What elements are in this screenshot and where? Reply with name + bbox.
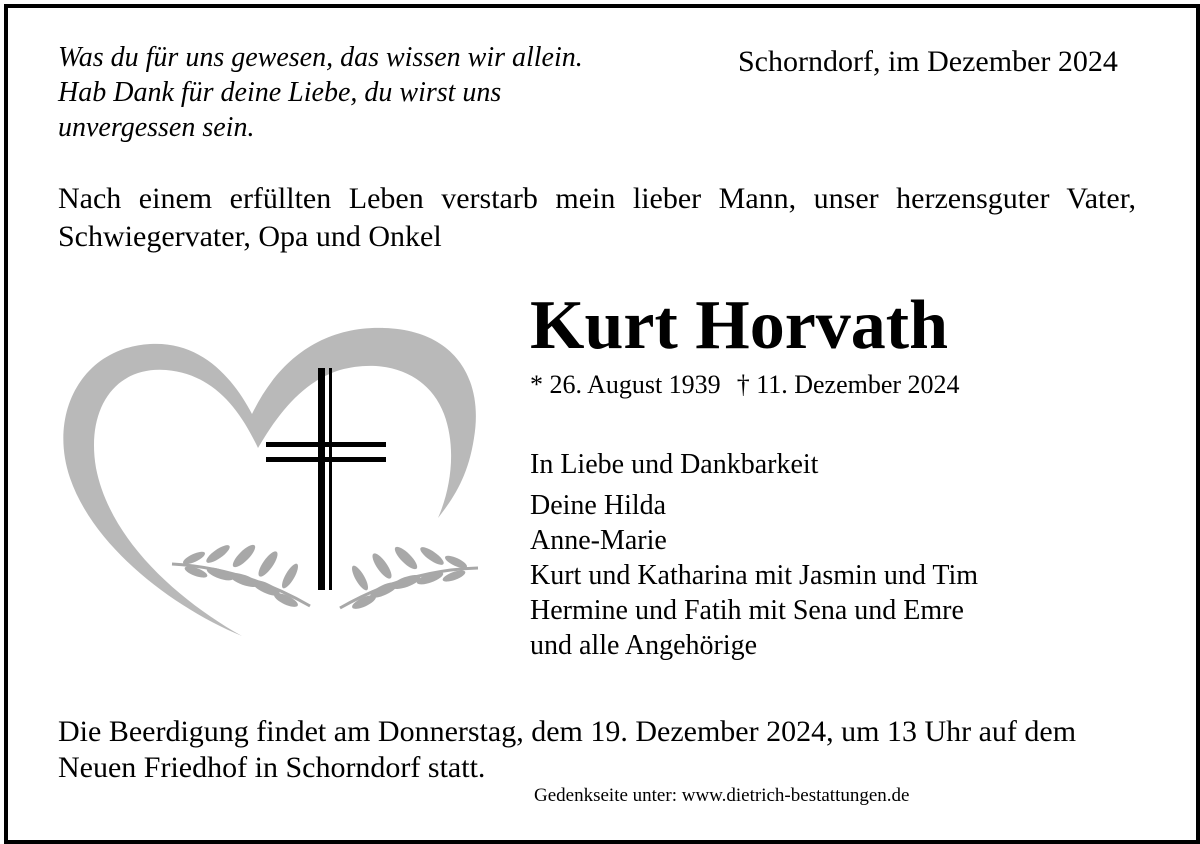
mourner-line: Kurt und Katharina mit Jasmin und Tim (530, 560, 978, 591)
funeral-line: Neuen Friedhof in Schorndorf statt. (58, 751, 486, 784)
mourner-line: Anne-Marie (530, 525, 667, 556)
death-date: † 11. Dezember 2024 (736, 370, 960, 399)
intro-line: Schwiegervater, Opa und Onkel (58, 220, 442, 253)
mourner-line: und alle Angehörige (530, 630, 758, 661)
intro-line: Nach einem erfüllten Leben verstarb mein lieber Mann, unser herzensguter Vater, (58, 182, 1136, 215)
deceased-name: Kurt Horvath (530, 287, 949, 364)
mourners-list (530, 488, 978, 663)
birth-date: * 26. August 1939 (530, 370, 721, 399)
intro-text (58, 180, 1136, 256)
quote-line: Hab Dank für deine Liebe, du wirst uns (58, 77, 502, 108)
life-dates (530, 368, 960, 402)
mourner-line: Deine Hilda (530, 490, 667, 521)
funeral-info (58, 714, 1138, 786)
heart-cross-emblem (54, 318, 494, 648)
memorial-page-link[interactable]: Gedenkseite unter: www.dietrich-bestattungen.de (534, 785, 910, 806)
mourner-line: Hermine und Fatih mit Sena und Emre (530, 595, 964, 626)
memorial-quote (58, 40, 583, 145)
funeral-line: Die Beerdigung findet am Donnerstag, dem 19. Dezember 2024, um 13 Uhr auf dem (58, 715, 1077, 748)
quote-line: unvergessen sein. (58, 112, 255, 143)
place-date: Schorndorf, im Dezember 2024 (738, 45, 1118, 78)
quote-line: Was du für uns gewesen, das wissen wir allein. (58, 42, 583, 73)
closing-phrase: In Liebe und Dankbarkeit (530, 449, 819, 480)
